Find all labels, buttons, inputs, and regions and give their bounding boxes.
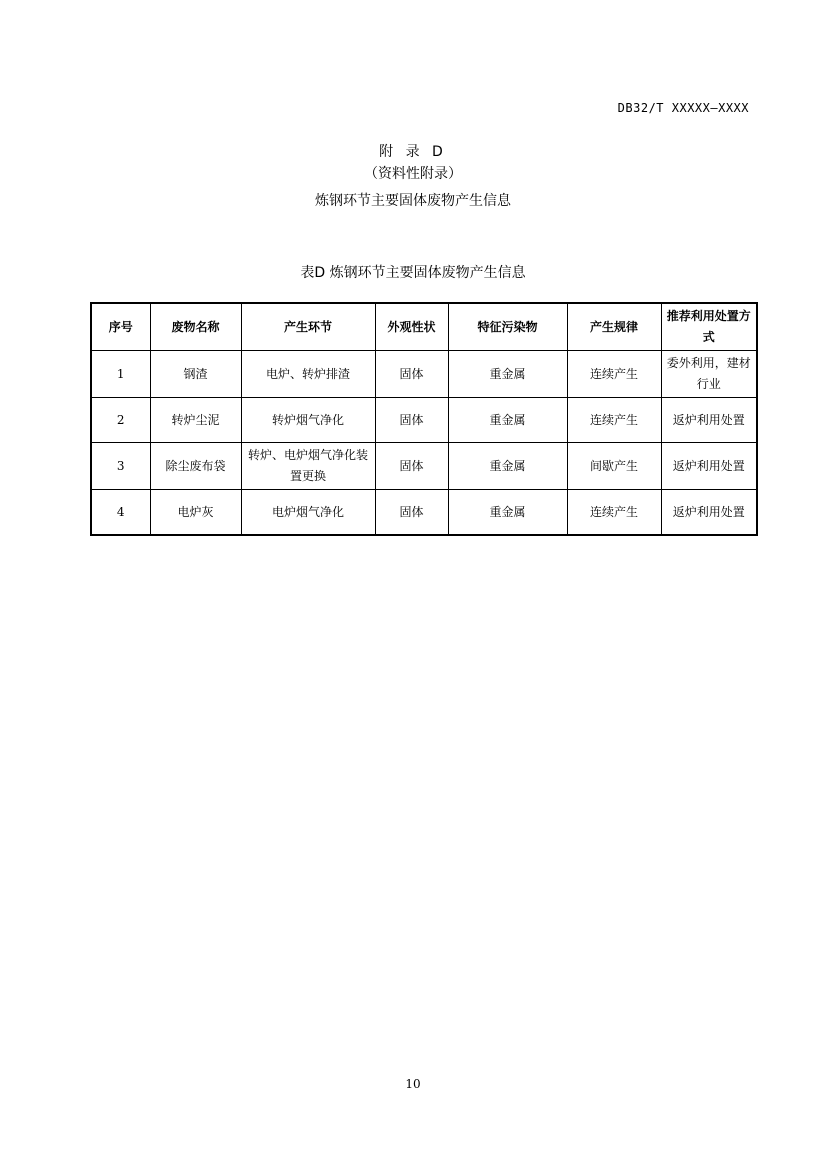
- header-cell: 产生规律: [567, 303, 661, 351]
- waste-info-table: [90, 302, 758, 536]
- header-cell: 外观性状: [375, 303, 448, 351]
- table-cell: 转炉烟气净化: [241, 398, 375, 443]
- table-cell: 固体: [375, 398, 448, 443]
- header-cell: 产生环节: [241, 303, 375, 351]
- table-cell: 电炉、转炉排渣: [241, 351, 375, 398]
- table-cell: 转炉、电炉烟气净化装置更换: [241, 443, 375, 490]
- table-cell: 重金属: [448, 490, 567, 536]
- page-number: 10: [405, 1077, 421, 1091]
- table-cell: 连续产生: [567, 490, 661, 536]
- table-cell: 钢渣: [150, 351, 241, 398]
- table-cell: 返炉利用处置: [661, 398, 757, 443]
- table-cell: 连续产生: [567, 398, 661, 443]
- table-row: [91, 443, 757, 490]
- table-cell: 固体: [375, 443, 448, 490]
- appendix-type: （资料性附录）: [364, 166, 462, 182]
- table-cell: 固体: [375, 490, 448, 536]
- table-cell: 重金属: [448, 398, 567, 443]
- table-cell: 1: [91, 351, 150, 398]
- table-cell: 间歇产生: [567, 443, 661, 490]
- table-cell: 2: [91, 398, 150, 443]
- document-code: DB32/T XXXXX—XXXX: [617, 101, 749, 115]
- table-cell: 电炉烟气净化: [241, 490, 375, 536]
- table-cell: 返炉利用处置: [661, 443, 757, 490]
- header-cell: 推荐利用处置方式: [661, 303, 757, 351]
- table-cell: 除尘废布袋: [150, 443, 241, 490]
- appendix-name: 炼钢环节主要固体废物产生信息: [315, 193, 511, 209]
- table-row: [91, 398, 757, 443]
- table-cell: 电炉灰: [150, 490, 241, 536]
- table-row: [91, 490, 757, 536]
- appendix-title: 附 录 D: [379, 144, 447, 160]
- header-cell: 废物名称: [150, 303, 241, 351]
- header-cell: 序号: [91, 303, 150, 351]
- table-cell: 转炉尘泥: [150, 398, 241, 443]
- table-row: [91, 351, 757, 398]
- table-caption: 表D 炼钢环节主要固体废物产生信息: [300, 265, 526, 281]
- table-cell: 重金属: [448, 351, 567, 398]
- table-cell: 重金属: [448, 443, 567, 490]
- table-cell: 连续产生: [567, 351, 661, 398]
- table-cell: 固体: [375, 351, 448, 398]
- table-cell: 3: [91, 443, 150, 490]
- table-cell: 委外利用，建材行业: [661, 351, 757, 398]
- table-cell: 4: [91, 490, 150, 536]
- table-header-row: [91, 303, 757, 351]
- header-cell: 特征污染物: [448, 303, 567, 351]
- table-cell: 返炉利用处置: [661, 490, 757, 536]
